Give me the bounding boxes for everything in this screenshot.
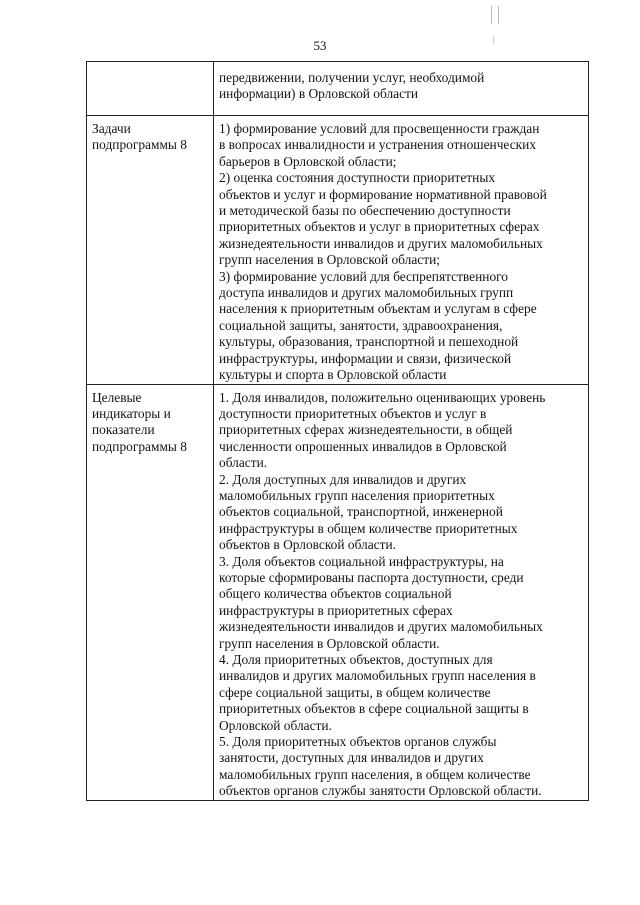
row-content-indicators: 1. Доля инвалидов, положительно оценивающих уровень доступности приоритетных объектов и услуг в приоритетных сферах жизнедеятельности, в общей численности опрошенных инвалидов в Орловской области. 2. Доля доступных для инвалидов и других маломобильных групп населения приоритетных объектов социальной, транспортной, инженерной инфраструктуры в общем количестве приоритетных объектов в Орловской области. 3. Доля объектов социальной инфраструктуры, на которые сформированы паспорта доступности, среди общего количества объектов социальной инфраструктуры в приоритетных сферах жизнедеятельности инвалидов и других маломобильных групп населения в Орловской области. 4. Доля приоритетных объектов, доступных для инвалидов и других маломобильных групп населения в сфере социальной защиты, в общем количестве приоритетных объектов в сфере социальной защиты в Орловской области. 5. Доля приоритетных объектов органов службы занятости, доступных для инвалидов и других маломобильных групп населения, в общем количестве объектов органов службы занятости Орловской области. — [219, 389, 546, 799]
row-label-tasks: Задачи подпрограммы 8 — [92, 121, 187, 153]
row-label-cell — [87, 62, 214, 116]
row-label-cell — [87, 116, 214, 385]
row-content-cell — [214, 384, 589, 800]
table-row — [87, 116, 589, 385]
page-number: 53 — [313, 38, 327, 53]
table-row — [87, 62, 589, 116]
program-passport-table — [86, 61, 589, 801]
row-label-cell — [87, 384, 214, 800]
row-label-indicators: Целевые индикаторы и показатели подпрограммы 8 — [92, 389, 187, 454]
table-row — [87, 384, 589, 800]
margin-scan-mark — [491, 6, 499, 24]
row-content-cell — [214, 62, 589, 116]
row-content-tasks: 1) формирование условий для просвещенности граждан в вопросах инвалидности и устранения отношенческих барьеров в Орловской области; 2) оценка состояния доступности приоритетных объектов и услуг и формирование нормативной правовой и методической базы по обеспечению доступности приоритетных объектов и услуг в приоритетных сферах жизнедеятельности инвалидов и других маломобильных групп населения в Орловской области; 3) формирование условий для беспрепятственного доступа инвалидов и других маломобильных групп населения к приоритетным объектам и услугам в сфере социальной защиты, занятости, здравоохранения, культуры, образования, транспортной и пешеходной инфраструктуры, информации и связи, физической культуры и спорта в Орловской области — [219, 121, 547, 383]
row-content-cell — [214, 116, 589, 385]
row-content: передвижении, получении услуг, необходимой информации) в Орловской области — [219, 70, 485, 102]
